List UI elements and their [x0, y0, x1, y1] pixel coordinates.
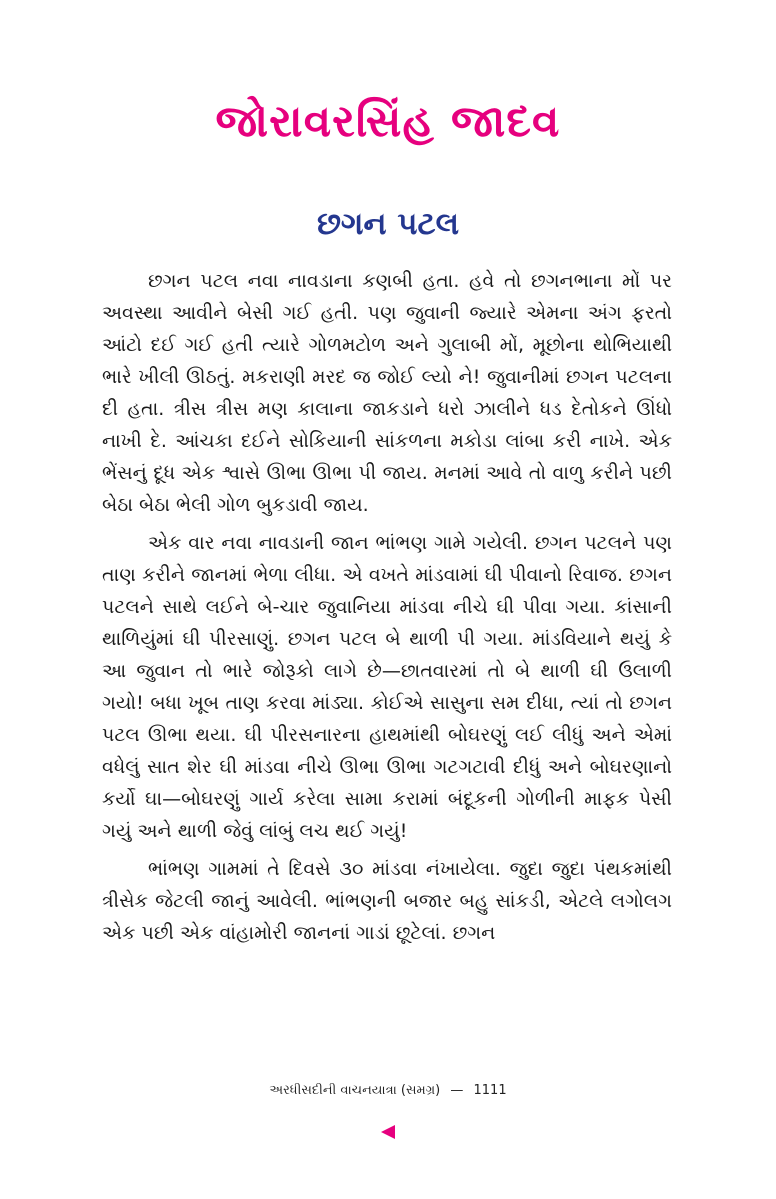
footer-separator: —: [450, 1083, 464, 1098]
story-title: છગન પટલ: [316, 206, 460, 242]
paragraph-1: છગન પટલ નવા નાવડાના કણબી હતા. હવે તો છગનભાના મોં પર અવસ્થા આવીને બેસી ગઈ હતી. પણ જુવાની જ્યારે એમના અંગ ફરતો આંટો દઈ ગઈ હતી ત્યારે ગોળમટોળ અને ગુલાબી મોં, મૂછોના થોભિયાથી ભારે ખીલી ઊઠતું. મકરાણી મરદ જ જોઈ લ્યો ને! જુવાનીમાં છગન પટલના દી હતા. ત્રીસ ત્રીસ મણ કાલાના જાકડાને ધરો ઝાલીને ધડ દેતોકને ઊંધો નાખી દે. આંચકા દઈને સોકિયાની સાંકળના મકોડા લાંબા કરી નાખે. એક ભેંસનું દૂધ એક શ્વાસે ઊભા ઊભા પી જાય. મનમાં આવે તો વાળુ કરીને પછી બેઠા બેઠા ભેલી ગોળ બુકડાવી જાય.: [102, 270, 672, 516]
author-name: જોરાવરસિંહ જાદવ: [215, 96, 561, 147]
paragraph-3: ભાંભણ ગામમાં તે દિવસે ૩૦ માંડવા નંખાયેલા. જુદા જુદા પંથકમાંથી ત્રીસેક જેટલી જાનું આવેલી. ભાંભણની બજાર બહુ સાંકડી, એટલે લગોલગ એક પછી એક વાંહામોરી જાનનાં ગાડાં છૂટેલાં. છગન: [102, 858, 672, 944]
paragraph-2: એક વાર નવા નાવડાની જાન ભાંભણ ગામે ગયેલી. છગન પટલને પણ તાણ કરીને જાનમાં ભેળા લીધા. એ વખતે માંડવામાં ઘી પીવાનો રિવાજ. છગન પટલને સાથે લઈને બે-ચાર જુવાનિયા માંડવા નીચે ઘી પીવા ગયા. કાંસાની થાળિયુંમાં ઘી પીરસાણું. છગન પટલ બે થાળી પી ગયા. માંડવિયાને થયું કે આ જુવાન તો ભારે જોરૂકો લાગે છે—છાતવારમાં તો બે થાળી ઘી ઉલાળી ગયો! બધા ખૂબ તાણ કરવા માંડ્યા. કોઈએ સાસુના સમ દીધા, ત્યાં તો છગન પટલ ઊભા થયા. ઘી પીરસનારના હાથમાંથી બોઘરણું લઈ લીધું અને એમાં વધેલું સાત શેર ઘી માંડવા નીચે ઊભા ઊભા ગટગટાવી દીધું અને બોઘરણાનો કર્યો ઘા—બોઘરણું ગાર્ય કરેલા સામા કરામાં બંદૂકની ગોળીની માફક પેસી ગયું અને થાળી જેવું લાંબું લચ થઈ ગયું!: [102, 532, 672, 842]
page-footer: [0, 1083, 776, 1098]
previous-page-arrow-icon[interactable]: [381, 1125, 395, 1139]
page-number: 1111: [473, 1083, 507, 1098]
footer-book-title: અરધીસદીની વાચનયાત્રા (સમગ્ર): [269, 1083, 441, 1098]
story-body: [102, 265, 672, 949]
